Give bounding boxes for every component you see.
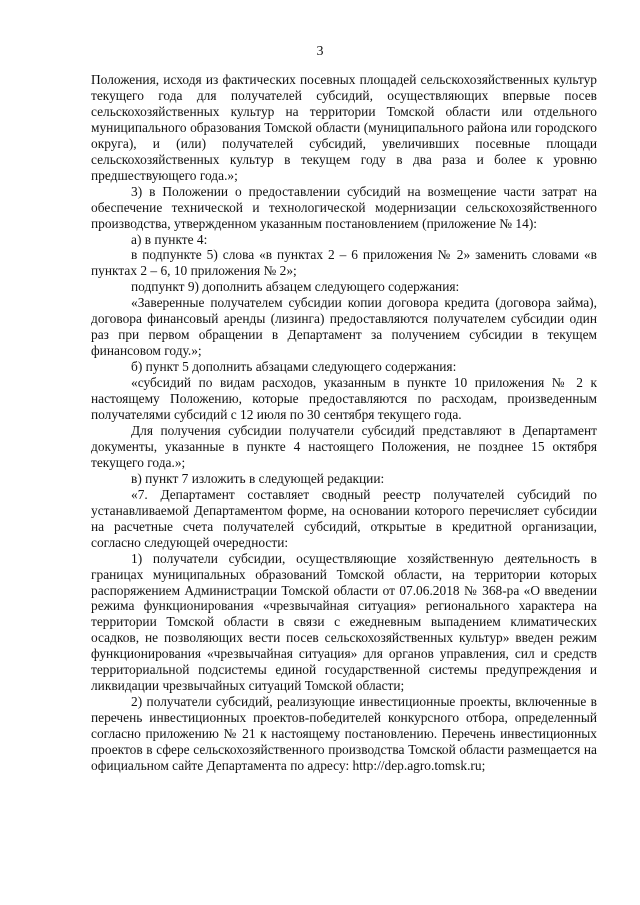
paragraph-13: 2) получатели субсидий, реализующие инвестиционные проекты, включенные в перечень инвестиционных проектов-победителей конкурсного отбора, определенный согласно приложению № 21 к настоящему постановлению. Перечень инвестиционных проектов в сфере сельскохозяйственного производства Томской области размещается на официальном сайте Департамента по адресу: http://dep.agro.tomsk.ru; [91,694,597,773]
paragraph-6: «Заверенные получателем субсидии копии договора кредита (договора займа), договора финансовый аренды (лизинга) предоставляются получателем субсидии один раз при первом обращении в Департамент за получением субсидии в текущем финансовом году.»; [91,295,597,359]
document-body [91,72,597,774]
paragraph-1: Положения, исходя из фактических посевных площадей сельскохозяйственных культур текущего года для получателей субсидий, осуществляющих впервые посев сельскохозяйственных культур на территории Томской области или отдельного муниципального образования Томской области (муниципального района или городского округа), и (или) получателей субсидий, увеличивших посевные площади сельскохозяйственных культур в текущем году в два раза и более к уровню предшествующего года.»; [91,72,597,183]
paragraph-7: б) пункт 5 дополнить абзацами следующего содержания: [131,359,457,375]
paragraph-5: подпункт 9) дополнить абзацем следующего содержания: [131,279,460,295]
paragraph-10: в) пункт 7 изложить в следующей редакции: [131,470,385,486]
page-number: 3 [316,44,324,59]
paragraph-8: «субсидий по видам расходов, указанным в пункте 10 приложения № 2 к настоящему Положению, которые предоставляются по расходам, произведенным получателями субсидий с 12 июля по 30 сентября текущего года. [91,375,597,423]
paragraph-12: 1) получатели субсидии, осуществляющие хозяйственную деятельность в границах муниципальных образований Томской области, на территории которых распоряжением Администрации Томской области от 07.06.2018 № 368-ра «О введении режима функционирования «чрезвычайная ситуация» регионального характера на территории Томской области в связи с ежедневным выпадением климатических осадков, не позволяющих вести посев сельскохозяйственных культур» введен режим функционирования «чрезвычайная ситуация» для органов управления, сил и средств территориальной подсистемы единой государственной системы предупреждения и ликвидации чрезвычайных ситуаций Томской области; [91,550,597,694]
paragraph-3: а) в пункте 4: [131,231,208,247]
paragraph-2: 3) в Положении о предоставлении субсидий на возмещение части затрат на обеспечение технической и технологической модернизации сельскохозяйственного производства, утвержденном указанным постановлением (приложение № 14): [91,183,597,231]
paragraph-11: «7. Департамент составляет сводный реестр получателей субсидий по устанавливаемой Департаментом форме, на основании которого перечисляет субсидии на расчетные счета получателей субсидий, открытые в кредитной организации, согласно следующей очередности: [91,486,597,550]
paragraph-9: Для получения субсидии получатели субсидий представляют в Департамент документы, указанные в пункте 4 настоящего Положения, не позднее 15 октября текущего года.»; [91,422,597,470]
paragraph-4: в подпункте 5) слова «в пунктах 2 – 6 приложения № 2» заменить словами «в пунктах 2 – 6, 10 приложения № 2»; [91,247,597,279]
